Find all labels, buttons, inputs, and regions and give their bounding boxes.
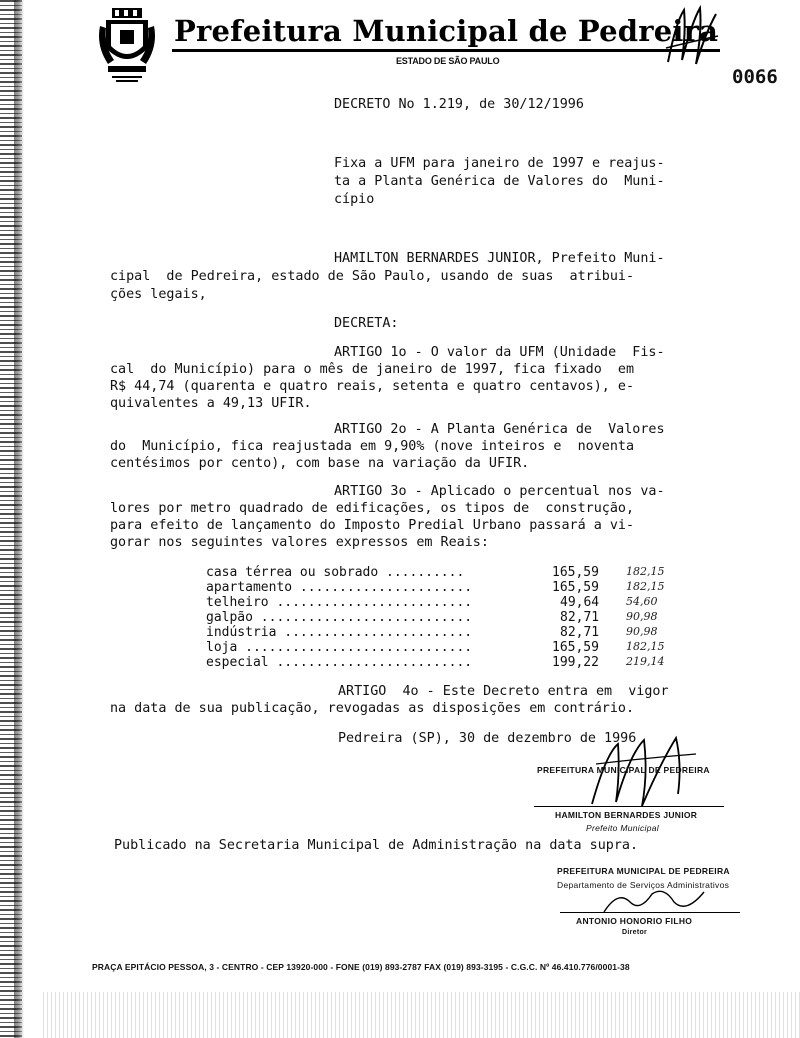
table-row-item: apartamento ...................... xyxy=(206,580,473,595)
art2-line-1: ARTIGO 2o - A Planta Genérica de Valores xyxy=(334,422,665,437)
decreta-label: DECRETA: xyxy=(334,316,399,331)
signature2-name: ANTONIO HONORIO FILHO xyxy=(576,916,693,926)
preamble-line-1: HAMILTON BERNARDES JUNIOR, Prefeito Muni- xyxy=(334,251,665,266)
summary-line-2: ta a Planta Genérica de Valores do Muni- xyxy=(334,174,665,189)
table-row-handwritten: 182,15 xyxy=(626,565,665,578)
art1-line-3: R$ 44,74 (quarenta e quatro reais, setenta e quatro centavos), e- xyxy=(110,379,635,394)
signature1-role: Prefeito Municipal xyxy=(586,823,659,833)
table-row-value: 165,59 xyxy=(552,580,599,595)
signature2-role: Diretor xyxy=(622,929,648,936)
table-row-handwritten: 219,14 xyxy=(626,655,665,668)
art1-line-4: quivalentes a 49,13 UFIR. xyxy=(110,396,312,411)
signature1-org: PREFEITURA MUNICIPAL DE PEDREIRA xyxy=(537,765,710,775)
table-row-handwritten: 182,15 xyxy=(626,640,665,653)
table-row-item: loja ............................. xyxy=(206,640,473,655)
signature2-dept: Departamento de Serviços Administrativos xyxy=(557,880,730,890)
place-date: Pedreira (SP), 30 de dezembro de 1996 xyxy=(338,731,637,746)
table-row-handwritten: 90,98 xyxy=(626,625,658,638)
signature2-line xyxy=(560,912,740,913)
art4-line-1: ARTIGO 4o - Este Decreto entra em vigor xyxy=(338,684,669,699)
art3-line-1: ARTIGO 3o - Aplicado o percentual nos va- xyxy=(334,484,665,499)
table-row-item: telheiro ......................... xyxy=(206,595,473,610)
signature1-name: HAMILTON BERNARDES JUNIOR xyxy=(555,810,698,820)
letterhead-rule xyxy=(172,49,720,52)
page-number: 0066 xyxy=(732,66,778,88)
table-row-item: indústria ........................ xyxy=(206,625,473,640)
scan-edge-shadow xyxy=(14,0,24,1038)
art1-line-2: cal do Município) para o mês de janeiro de 1997, fica fixado em xyxy=(110,362,635,377)
art4-line-2: na data de sua publicação, revogadas as disposições em contrário. xyxy=(110,701,635,716)
municipal-crest-logo xyxy=(98,6,156,84)
table-row-value: 82,71 xyxy=(560,610,600,625)
table-row-value: 49,64 xyxy=(560,595,600,610)
publication-note: Publicado na Secretaria Municipal de Administração na data supra. xyxy=(114,838,639,853)
table-row-item: casa térrea ou sobrado .......... xyxy=(206,565,465,580)
table-row-item: galpão ........................... xyxy=(206,610,473,625)
art2-line-2: do Município, fica reajustada em 9,90% (nove inteiros e noventa xyxy=(110,439,635,454)
table-row-handwritten: 182,15 xyxy=(626,580,665,593)
footer-address: PRAÇA EPITÁCIO PESSOA, 3 - CENTRO - CEP 13920-000 - FONE (019) 893-2787 FAX (019) 893-3195 - C.G.C. Nº 46.410.776/0001-38 xyxy=(92,962,630,972)
decree-heading: DECRETO No 1.219, de 30/12/1996 xyxy=(334,97,584,112)
summary-line-3: cípio xyxy=(334,192,375,207)
art3-line-4: gorar nos seguintes valores expressos em Reais: xyxy=(110,535,489,550)
table-row-value: 165,59 xyxy=(552,565,599,580)
table-row-value: 82,71 xyxy=(560,625,600,640)
preamble-line-2: cipal de Pedreira, estado de São Paulo, usando de suas atribui- xyxy=(110,269,635,284)
letterhead-state: ESTADO DE SÃO PAULO xyxy=(396,56,500,66)
table-row-handwritten: 54,60 xyxy=(626,595,658,608)
signature2-org: PREFEITURA MUNICIPAL DE PEDREIRA xyxy=(557,866,730,876)
letterhead-title: Prefeitura Municipal de Pedreira xyxy=(174,14,719,48)
art3-line-3: para efeito de lançamento do Imposto Predial Urbano passará a vi- xyxy=(110,518,635,533)
table-row-value: 199,22 xyxy=(552,655,599,670)
art2-line-3: centésimos por cento), com base na variação da UFIR. xyxy=(110,456,530,471)
art3-line-2: lores por metro quadrado de edificações, os tipos de construção, xyxy=(110,501,635,516)
summary-line-1: Fixa a UFM para janeiro de 1997 e reajus- xyxy=(334,156,665,171)
art1-line-1: ARTIGO 1o - O valor da UFM (Unidade Fis- xyxy=(334,345,665,360)
preamble-line-3: ções legais, xyxy=(110,287,207,302)
scan-edge-bottom xyxy=(40,992,800,1038)
table-row-item: especial ......................... xyxy=(206,655,473,670)
handwritten-initials xyxy=(662,2,722,72)
table-row-value: 165,59 xyxy=(552,640,599,655)
signature1-line xyxy=(534,806,724,807)
table-row-handwritten: 90,98 xyxy=(626,610,658,623)
